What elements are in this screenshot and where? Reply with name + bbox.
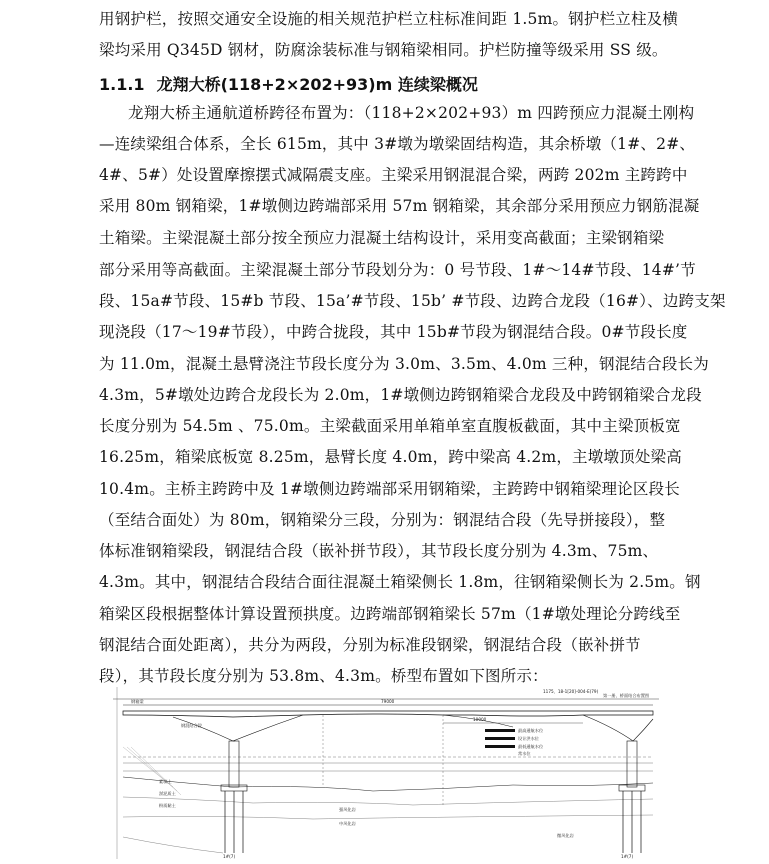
body-line-4: 采用 80m 钢箱梁，1#墩侧边跨端部采用 57m 钢箱梁，其余部分采用预应力钢筋混凝 [99, 197, 700, 215]
section-heading [99, 72, 478, 95]
drawing-title: 第一册、桥面结合布置图 [603, 693, 650, 698]
body-line-16: 4.3m。其中，钢混结合段结合面往混凝土箱梁侧长 1.8m，往钢箱梁侧长为 2.5m。钢 [99, 573, 701, 591]
legend-2: 设计洪水位 [518, 736, 539, 741]
body-line-13: 10.4m。主桥主跨跨中及 1#墩侧边跨端部采用钢箱梁，主跨跨中钢箱梁理论区段长 [99, 480, 680, 498]
section-title: 龙翔大桥(118+2×202+93)m 连续梁概况 [156, 75, 478, 94]
body-line-15: 体标准钢箱梁段，钢混结合段（嵌补拼节段），其节段长度分别为 4.3m、75m、 [99, 542, 659, 560]
body-line-18: 钢混结合面处距离），共分为两段，分别为标准段钢梁，钢混结合段（嵌补拼节 [99, 636, 641, 654]
soil-5: 中风化岩 [339, 821, 356, 826]
soil-1: 素填土 [159, 779, 172, 784]
section-number: 1.1.1 [99, 75, 145, 94]
body-line-5: 土箱梁。主梁混凝土部分按全预应力混凝土结构设计，采用变高截面；主梁钢箱梁 [99, 229, 665, 247]
pier-tag-right: 1#(7) [621, 854, 634, 859]
intro-line-2: 梁均采用 Q345D 钢材，防腐涂装标准与钢箱梁相同。护栏防撞等级采用 SS 级。 [99, 41, 668, 59]
bridge-elevation-drawing [113, 687, 659, 859]
body-line-19: 段），其节段长度分别为 53.8m、4.3m。桥型布置如下图所示： [99, 667, 548, 685]
drawing-number: 1175、18-1[20]-004-E(79) [543, 689, 599, 694]
soil-3: 粉质黏土 [159, 803, 176, 808]
body-line-10: 4.3m，5#墩处边跨合龙段长为 2.0m，1#墩侧边跨钢箱梁合龙段及中跨钢箱梁合龙段 [99, 386, 702, 404]
soil-2: 淤泥质土 [159, 791, 176, 796]
body-line-7: 段、15a#节段、15#b 节段、15a’#节段、15b’ #节段、边跨合龙段（16#）、边跨支架 [99, 292, 726, 310]
soil-4: 强风化岩 [339, 807, 356, 812]
body-line-17: 箱梁区段根据整体计算设置预拱度。边跨端部钢箱梁长 57m（1#墩处理论分跨线至 [99, 605, 681, 623]
legend-4: 常水位 [518, 751, 531, 756]
left-note: 钢箱梁 [131, 699, 144, 704]
body-line-14: （至结合面处）为 80m，钢箱梁分三段，分别为：钢混结合段（先导拼接段），整 [99, 511, 666, 529]
pier-tag-left: 1#(7) [223, 854, 236, 859]
soil-6: 微风化岩 [557, 833, 574, 838]
body-line-11: 长度分别为 54.5m 、75.0m。主梁截面采用单箱单室直腹板截面，其中主梁顶板宽 [99, 417, 681, 435]
body-line-9: 为 11.0m，混凝土悬臂浇注节段长度分为 3.0m、3.5m、4.0m 三种，钢混结合段长为 [99, 355, 709, 373]
steel-label: 钢混结合段 [181, 723, 202, 728]
body-line-1: 龙翔大桥主通航道桥跨径布置为：（118+2×202+93）m 四跨预应力混凝土刚构 [128, 104, 695, 122]
legend-3: 最低通航水位 [518, 744, 544, 749]
body-line-8: 现浇段（17～19#节段），中跨合拢段，其中 15b#节段为钢混结合段。0#节段长度 [99, 323, 688, 341]
top-span-dimension: 79000 [381, 699, 395, 704]
legend-1: 最高通航水位 [518, 728, 544, 733]
intro-line-1: 用钢护栏，按照交通安全设施的相关规范护栏立柱标准间距 1.5m。钢护栏立柱及横 [99, 10, 679, 28]
body-line-6: 部分采用等高截面。主梁混凝土部分节段划分为：0 号节段、1#～14#节段、14#’节 [99, 261, 696, 279]
body-line-12: 16.25m，箱梁底板宽 8.25m，悬臂长度 4.0m，跨中梁高 4.2m，主墩墩顶处梁高 [99, 448, 682, 466]
mid-span-dimension: 10000 [473, 717, 487, 722]
body-line-3: 4#、5#）处设置摩擦摆式减隔震支座。主梁采用钢混混合梁，两跨 202m 主跨跨中 [99, 166, 688, 184]
body-line-2: —连续梁组合体系，全长 615m，其中 3#墩为墩梁固结构造，其余桥墩（1#、2#、 [99, 135, 696, 153]
bridge-layout-figure [113, 687, 659, 859]
